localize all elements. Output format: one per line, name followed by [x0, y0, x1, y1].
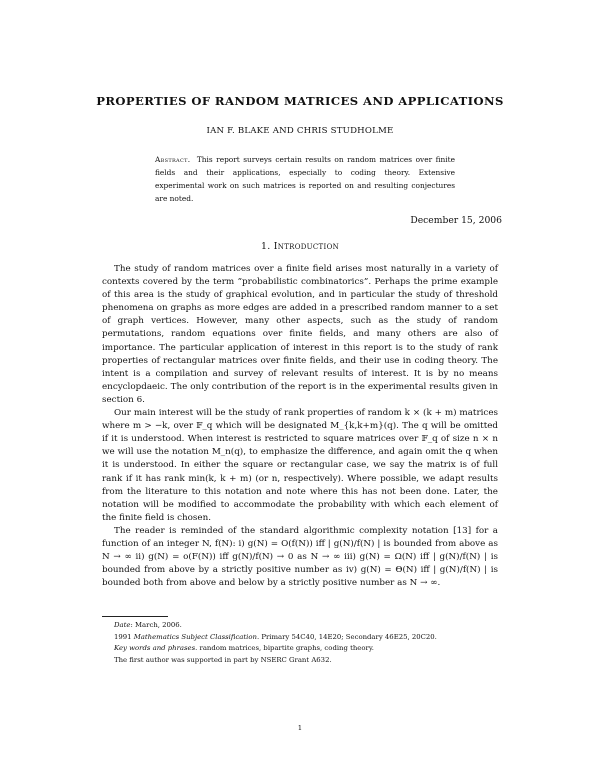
abstract: [155, 153, 455, 205]
body-text: [102, 263, 498, 590]
footnotes: [102, 620, 498, 667]
footnote-msc-label: Mathematics Subject Classification.: [133, 632, 260, 641]
paper-title: PROPERTIES OF RANDOM MATRICES AND APPLICATIONS: [96, 94, 504, 108]
footnote-date: [102, 620, 498, 632]
paragraph-1: The study of random matrices over a finite field arises most naturally in a variety of contexts covered by the term ”probabilistic combinatorics”. Perhaps the prime example of this area is the study of graphical evolution, and in particular the study of threshold phenomena on graphs as more edges are added in a prescribed random manner to a set of graph vertices. However, many other aspects, such as the study of random permutations, random equations over finite fields, and many others are also of importance. The particular application of interest in this report is to the study of rank properties of rectangular matrices over finite fields, and their use in coding theory. The intent is a compilation and survey of relevant results of interest. It is by no means encyclopdaeic. The only contribution of the report is in the experimental results given in section 6.: [102, 264, 498, 405]
section-heading: [0, 241, 600, 252]
footnote-keywords-value: random matrices, bipartite graphs, coding theory.: [197, 644, 374, 653]
paragraph-3: The reader is reminded of the standard algorithmic complexity notation [13] for a function of an integer N, f(N): i) g(N) = O(f(N)) iff | g(N)/f(N) | is bounded from above as N → ∞ ii) g(N) = o(F(N)) iff g(N)/f(N) → 0 as N → ∞ iii) g(N) = Ω(N) iff | g(N)/f(N) | is bounded from above by a strictly positive number as iv) g(N) = Θ(N) iff | g(N)/f(N) | is bounded both from above and below by a strictly positive number as N → ∞.: [102, 525, 498, 589]
paper-date: December 15, 2006: [410, 215, 502, 226]
footnote-msc-value: Primary 54C40, 14E20; Secondary 46E25, 20C20.: [259, 632, 437, 641]
footnote-keywords: [102, 643, 498, 655]
section-title: Introduction: [273, 241, 340, 252]
footnote-msc-year: 1991: [114, 632, 134, 641]
footnote-support: The first author was supported in part by NSERC Grant A632.: [114, 656, 332, 665]
paragraph-2: Our main interest will be the study of rank properties of random k × (k + m) matrices where m > −k, over 𝔽_q which will be designated M_{k,k+m}(q). The q will be omitted if it is understood. When interest is restricted to square matrices over 𝔽_q of size n × n we will use the notation M_n(q), to emphasize the difference, and again omit the q when it is understood. In either the square or rectangular case, we say the matrix is of full rank if it has rank min(k, k + m) (or n, respectively). Where possible, we adapt results from the literature to this notation and note where this has not been done. Later, the notation will be modified to accommodate the probability with which each element of the finite field is chosen.: [102, 408, 498, 523]
footnote-divider: [102, 616, 168, 617]
abstract-text: This report surveys certain results on random matrices over finite fields and their applications, especially to coding theory. Extensive experimental work on such matrices is reported on and resulting conjectures are noted.: [155, 155, 455, 203]
footnote-date-value: : March, 2006.: [130, 621, 182, 629]
footnote-keywords-label: Key words and phrases.: [114, 644, 198, 653]
footnote-msc: [102, 632, 498, 644]
paper-authors: IAN F. BLAKE AND CHRIS STUDHOLME: [206, 126, 394, 136]
footnote-date-label: Date: [114, 621, 131, 629]
page-number: 1: [297, 724, 303, 732]
section-number: 1.: [260, 241, 271, 252]
abstract-label: Abstract.: [155, 155, 191, 164]
